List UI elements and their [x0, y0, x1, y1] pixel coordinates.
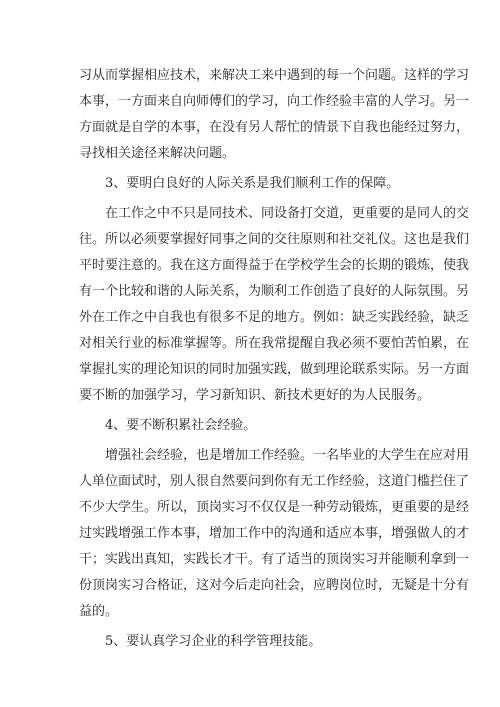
text-line: 掌握扎实的理论知识的同时加强实践，做到理论联系实际。另一方面: [79, 362, 470, 377]
text-line: 要不断的加强学习，学习新知识、新技术更好的为人民服务。: [79, 388, 431, 403]
paragraph-interpersonal: [79, 201, 470, 409]
document-page: [79, 63, 470, 655]
section-heading-4: [79, 413, 427, 439]
text-line: 份顶岗实习合格证，这对今后走向社会，应聘岗位时，无疑是十分有: [79, 578, 470, 593]
text-line: 干；实践出真知，实践长才干。有了适当的顶岗实习并能顺利拿到一: [79, 552, 470, 567]
text-line: 益的。: [79, 604, 119, 619]
text-line: 对相关行业的标准掌握等。所在我常提醒自我必须不要怕苦怕累，在: [79, 336, 470, 351]
text-line: 过实践增强工作本事，增加工作中的沟通和适应本事，增强做人的才: [79, 526, 470, 541]
heading-text: 5、要认真学习企业的科学管理技能。: [105, 634, 322, 649]
paragraph-social-experience: [79, 443, 470, 625]
section-heading-5: [79, 629, 427, 655]
text-line: 本事，一方面来自向师傅们的学习，向工作经验丰富的人学习。另一: [79, 94, 470, 109]
paragraph-self-study: [79, 63, 470, 167]
section-heading-3: [79, 171, 427, 197]
heading-text: 4、要不断积累社会经验。: [105, 418, 257, 433]
text-line: 平时要注意的。我在这方面得益于在学校学生会的长期的锻炼，使我: [79, 258, 470, 273]
text-line: 外在工作之中自我也有很多不足的地方。例如：缺乏实践经验，缺乏: [79, 310, 470, 325]
heading-text: 3、要明白良好的人际关系是我们顺利工作的保障。: [105, 176, 400, 191]
text-line: 人单位面试时，别人很自然要问到你有无工作经验，这道门槛拦住了: [79, 474, 470, 489]
text-line: 有一个比较和谐的人际关系，为顺利工作创造了良好的人际氛围。另: [79, 284, 470, 299]
text-line: 方面就是自学的本事，在没有另人帮忙的情景下自我也能经过努力，: [79, 120, 470, 135]
text-line: 习从而掌握相应技术，来解决工来中遇到的每一个问题。这样的学习: [79, 68, 470, 83]
text-line: 往。所以必须要掌握好同事之间的交往原则和社交礼仪。这也是我们: [79, 232, 470, 247]
text-line: 寻找相关途径来解决问题。: [79, 146, 236, 161]
text-line: 不少大学生。所以，顶岗实习不仅仅是一种劳动锻炼，更重要的是经: [79, 500, 470, 515]
text-line: 增强社会经验，也是增加工作经验。一名毕业的大学生在应对用: [105, 448, 470, 463]
text-line: 在工作之中不只是同技术、同设备打交道，更重要的是同人的交: [105, 206, 470, 221]
